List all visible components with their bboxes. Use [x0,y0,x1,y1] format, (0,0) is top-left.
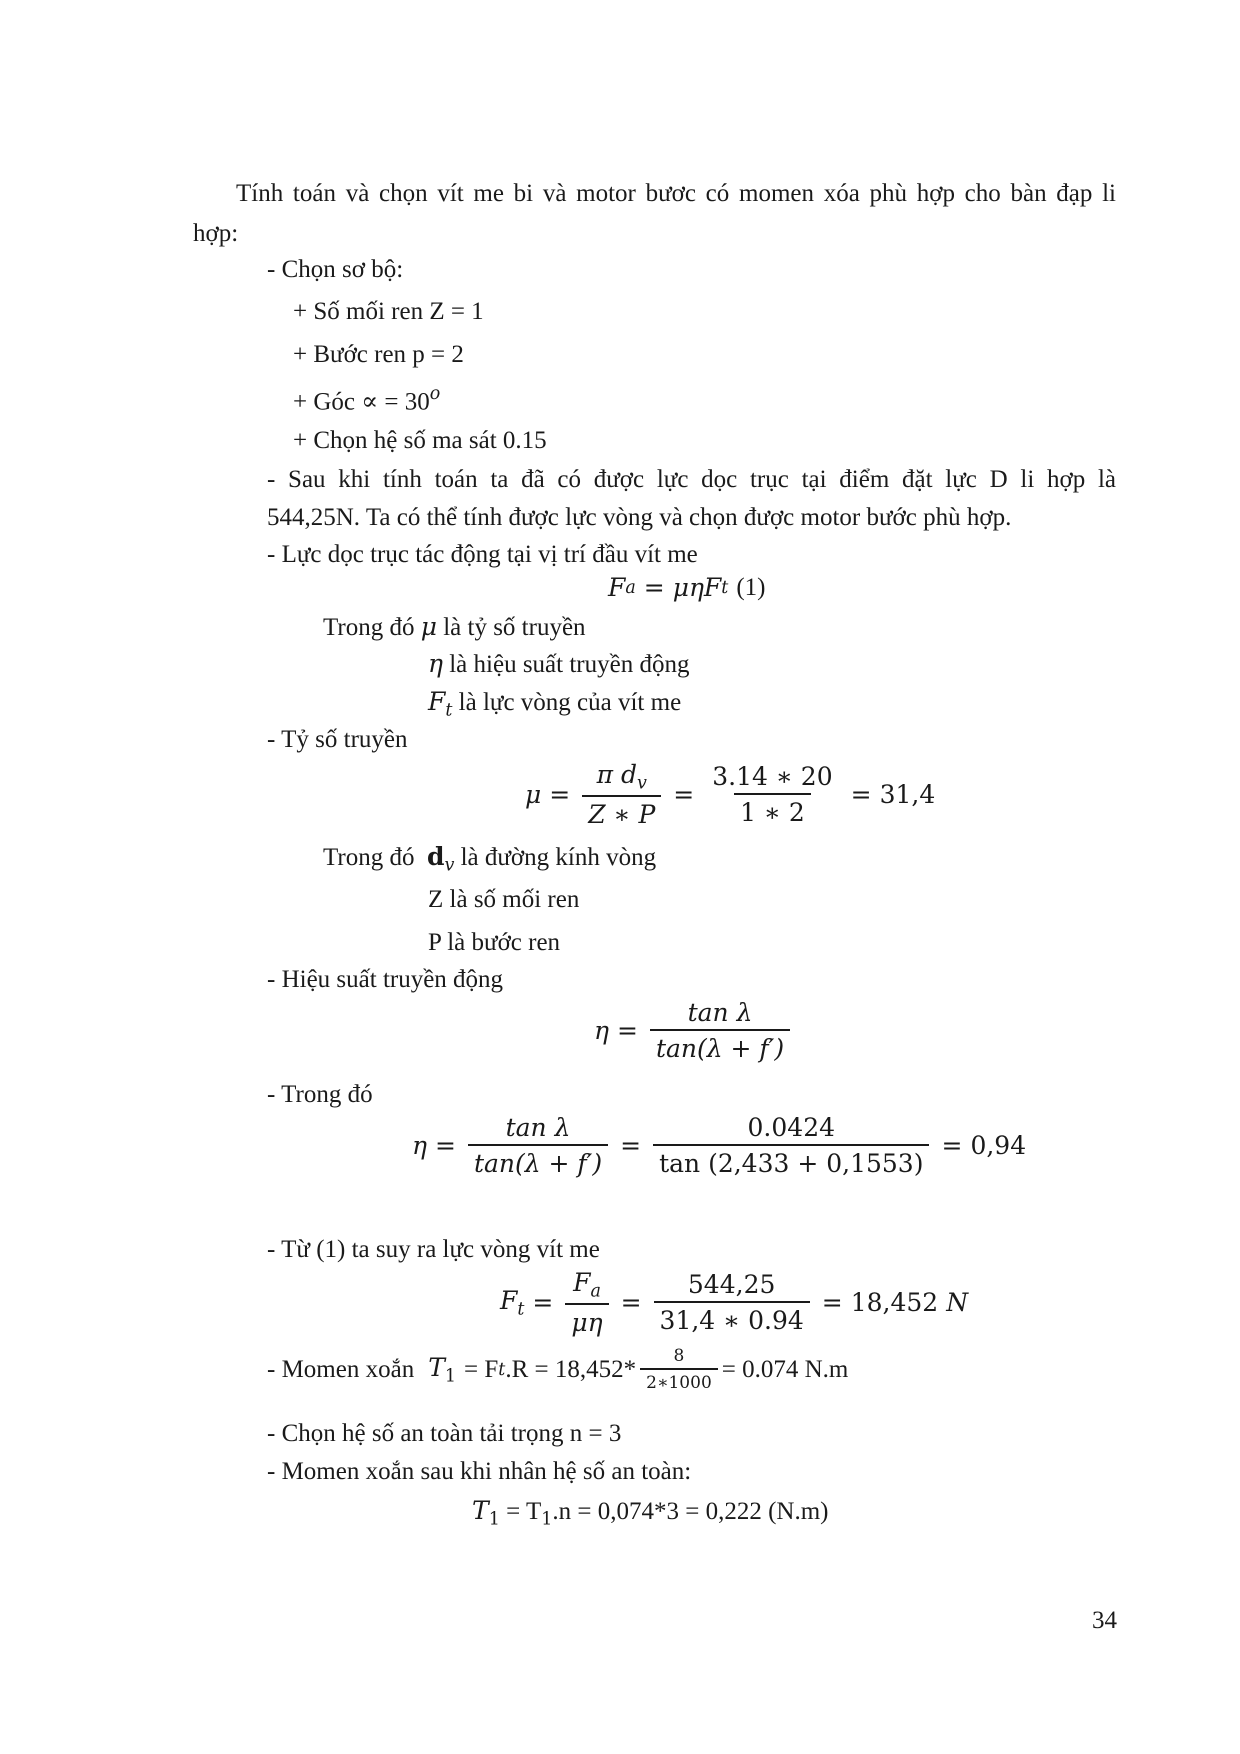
torque-mid: = F [464,1355,499,1383]
eq5-result: 18,452 [850,1288,939,1318]
angle-text: + Góc ∝ = 30 [293,388,430,416]
eq2-fraction-2 [706,762,838,827]
eq5-unit: N [946,1288,969,1318]
eq1-lhs: F [608,573,626,602]
final-equation [472,1497,829,1529]
eq5-fraction-2 [654,1270,810,1335]
eq5-num1-sub: a [590,1281,601,1302]
preliminary-item-1: + Số mối ren Z = 1 [293,298,484,325]
dv-symbol: d [426,842,445,871]
torque-fraction [640,1346,718,1393]
eq2-den1: Z ∗ P [582,795,661,829]
final-rest: .n = 0,074*3 = 0,222 (N.m) [552,1498,829,1525]
after-calc-line-2: 544,25N. Ta có thể tính được lực vòng và chọn được motor bước phù hợp. [267,504,1012,531]
eq5-den2: 31,4 ∗ 0.94 [654,1301,810,1335]
eta-symbol: η [428,649,443,678]
eq4-result: 0,94 [970,1131,1027,1160]
preliminary-item-3 [293,384,440,417]
eq2-fraction-1 [582,760,661,829]
eq5-num2: 544,25 [687,1270,776,1300]
eq4-num2: 0.0424 [747,1113,836,1142]
eq1-rhs: = μηF [643,573,722,602]
torque-line [267,1346,848,1393]
final-symbol-sub: 1 [488,1509,500,1530]
ratio-heading: - Tỷ số truyền [267,726,408,753]
where1-line-2-text: là hiệu suất truyền động [449,651,690,678]
eq4-lhs: η [412,1131,427,1160]
preliminary-item-2: + Bước ren p = 2 [293,341,464,368]
where2-line-1-text: là đường kính vòng [460,844,657,871]
equation-1 [608,573,765,602]
torque-mid2: .R = 18,452* [505,1355,637,1383]
where2-line-1 [323,843,656,875]
equation-3: η = $\frac{\text{tan λ}}{\tan(\lambda + f')}$ [594,998,794,1063]
eq2-result: 31,4 [879,780,936,810]
torque-mid-sub: t [498,1359,506,1380]
page-number: 34 [1092,1607,1117,1634]
where2-line-2: Z là số mối ren [428,886,580,913]
after-calc-line-1: - Sau khi tính toán ta đã có được lực dọc trục tại điểm đặt lực D li hợp là [267,466,1116,493]
equation-2: μ = $\frac{\pi d_v}{Z ∗ P}$ = $\frac{3.14 ∗ 20}{1 ∗ 2}$ = 31,4 [525,760,936,830]
ft-symbol: F [428,687,446,716]
eq2-num2: 3.14 ∗ 20 [712,762,833,792]
dv-symbol-sub: v [444,855,455,876]
torque-prefix: - Momen xoắn [267,1355,415,1383]
where1-line-2 [428,650,689,680]
mu-symbol: μ [420,612,437,641]
efficiency-heading: - Hiệu suất truyền động [267,966,504,993]
safety-line: - Chọn hệ số an toàn tải trọng n = 3 [267,1420,622,1447]
where3-heading: - Trong đó [267,1081,373,1108]
torque-den: 2∗1000 [640,1368,718,1393]
where1-line-1 [323,613,586,643]
where2-prefix: Trong đó [323,844,415,871]
torque-result: = 0.074 N.m [721,1355,849,1383]
eq3-fraction [650,998,790,1063]
torque-after-heading: - Momen xoắn sau khi nhân hệ số an toàn: [267,1458,692,1485]
eq5-num1: F [573,1268,591,1297]
torque-symbol: T [428,1352,445,1382]
preliminary-heading: - Chọn sơ bộ: [267,256,404,283]
where1-line-3 [428,688,681,720]
ft-symbol-sub: t [445,700,453,721]
eq5-lhs-sub: t [517,1299,525,1320]
where1-prefix: Trong đó [323,614,415,641]
eq5-fraction-1 [565,1268,608,1337]
torque-num: 8 [673,1346,685,1366]
eq1-lhs-sub: a [625,577,636,598]
eq2-lhs: μ [525,780,542,810]
eq4-den2: tan (2,433 + 0,1553) [653,1144,929,1178]
angle-degree: o [429,384,441,404]
axial-force-heading: - Lực dọc trục tác động tại vị trí đầu vít me [267,541,698,568]
equation-4: η = $\frac{\text{tan λ}}{\tan(\lambda + f')}$ = $\frac{0.0424}{\tan (2,433 + 0,1553)}$ = 0,94 [412,1113,1027,1178]
eq1-rhs-sub: t [721,577,729,598]
eq2-den2: 1 ∗ 2 [734,793,811,827]
eq3-lhs: η [594,1016,609,1045]
equation-5: $F_t$ = $\frac{F_a}{\mu\eta}$ = $\frac{544,25}{31,4 ∗ 0.94}$ = 18,452 N [500,1268,969,1338]
intro-line-1: Tính toán và chọn vít me bi và motor bươc có momen xóa phù hợp cho bàn đạp li [236,180,1116,207]
eq4-den1: tan(λ + f′) [468,1144,608,1178]
eq2-num1-sub: v [636,773,647,794]
eq4-fraction-2 [653,1113,929,1178]
eq5-lhs: F [500,1286,518,1315]
derive-heading: - Từ (1) ta suy ra lực vòng vít me [267,1236,600,1263]
eq2-num1: π d [596,760,637,789]
where1-line-3-text: là lực vòng của vít me [458,689,682,716]
preliminary-item-4: + Chọn hệ số ma sát 0.15 [293,427,547,454]
final-mid: = T [506,1498,542,1525]
eq3-num: tan λ [687,998,753,1027]
eq3-den: tan(λ + f′) [650,1029,790,1063]
eq1-tag: (1) [736,573,766,601]
final-symbol: T [472,1496,489,1525]
intro-line-2: hợp: [193,220,239,247]
where2-line-3: P là bước ren [428,929,561,956]
final-mid-sub: 1 [541,1509,553,1530]
eq4-fraction-1 [468,1113,608,1178]
torque-symbol-sub: 1 [444,1366,457,1387]
eq4-num1: tan λ [505,1113,571,1142]
where1-line-1-text: là tỷ số truyền [443,614,586,641]
eq5-den1: μη [565,1303,608,1337]
